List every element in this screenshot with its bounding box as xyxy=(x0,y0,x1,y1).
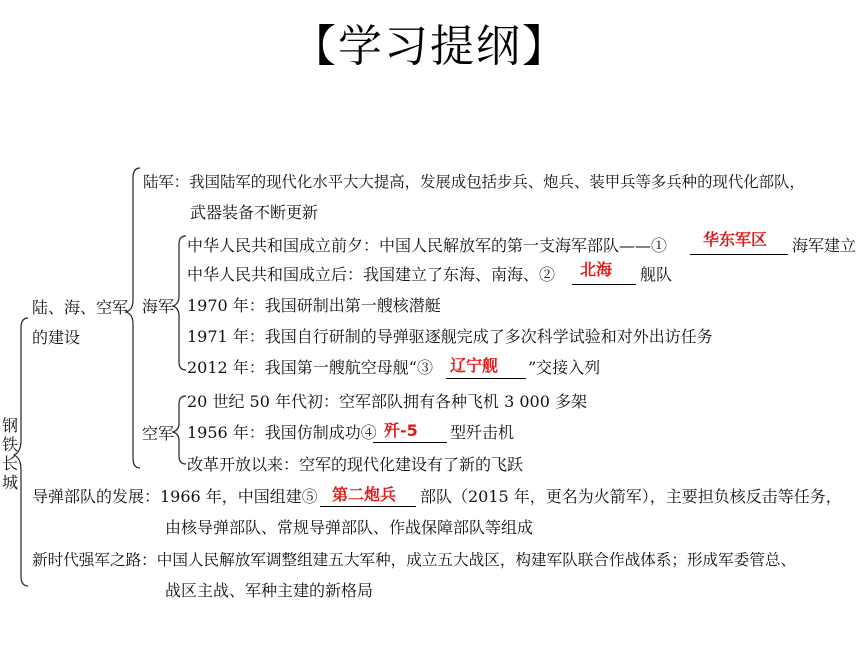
navy-item1-answer: 华东军区 xyxy=(703,230,768,249)
navy-item5-suffix: ”交接入列 xyxy=(528,358,601,377)
navy-item5-prefix: 2012 年：我国第一艘航空母舰“③ xyxy=(187,358,433,377)
navy-bracket xyxy=(173,236,186,370)
airforce-item2-answer: 歼-5 xyxy=(384,421,418,440)
navy-item3: 1970 年：我国研制出第一艘核潜艇 xyxy=(187,296,441,315)
navy-item2-blank xyxy=(572,284,636,285)
airforce-bracket xyxy=(173,396,186,464)
page-title: 【学习提纲】 xyxy=(292,21,568,72)
navy-item4: 1971 年：我国自行研制的导弹驱逐舰完成了多次科学试验和对外出访任务 xyxy=(187,327,713,346)
missile-line2: 由核导弹部队、常规导弹部队、作战保障部队等组成 xyxy=(165,518,534,537)
airforce-item2-blank xyxy=(373,442,447,443)
navy-item2-answer: 北海 xyxy=(580,260,613,279)
missile-line1-prefix: 导弹部队的发展：1966 年，中国组建⑤ xyxy=(32,487,318,506)
army-line1: 陆军：我国陆军的现代化水平大大提高，发展成包括步兵、炮兵、装甲兵等多兵种的现代化部队， xyxy=(143,173,805,191)
navy-item1-blank xyxy=(690,254,788,255)
navy-item5-answer: 辽宁舰 xyxy=(450,356,499,375)
navy-item1-prefix: 中华人民共和国成立前夕：中国人民解放军的第一支海军部队——① xyxy=(187,236,668,255)
missile-blank xyxy=(320,506,416,507)
newera-line2: 战区主战、军种主建的新格局 xyxy=(165,581,374,600)
airforce-item1: 20 世纪 50 年代初：空军部队拥有各种飞机 3 000 多架 xyxy=(187,392,587,411)
navy-item2-prefix: 中华人民共和国成立后：我国建立了东海、南海、② xyxy=(187,265,556,284)
airforce-item2-suffix: 型歼击机 xyxy=(450,423,515,442)
army-line2: 武器装备不断更新 xyxy=(190,203,319,222)
airforce-item3: 改革开放以来：空军的现代化建设有了新的飞跃 xyxy=(187,455,524,474)
newera-line1: 新时代强军之路：中国人民解放军调整组建五大军种，成立五大战区，构建军队联合作战体系；形成军委管总、 xyxy=(32,551,797,569)
navy-item2-suffix: 舰队 xyxy=(640,265,673,284)
missile-line1-suffix: 部队（2015 年，更名为火箭军），主要担负核反击等任务， xyxy=(420,487,842,506)
section1-bracket xyxy=(126,168,140,468)
root-label: 钢铁长城 xyxy=(2,416,19,492)
missile-answer: 第二炮兵 xyxy=(332,485,397,504)
navy-item1-suffix: 海军建立 xyxy=(792,236,857,255)
airforce-item2-prefix: 1956 年：我国仿制成功④ xyxy=(187,423,377,442)
navy-label: 海军 xyxy=(142,297,175,316)
airforce-label: 空军 xyxy=(142,424,175,443)
section1-label-line1: 陆、海、空军 xyxy=(32,298,129,317)
section1-label-line2: 的建设 xyxy=(32,328,81,347)
navy-item5-blank xyxy=(446,378,526,379)
